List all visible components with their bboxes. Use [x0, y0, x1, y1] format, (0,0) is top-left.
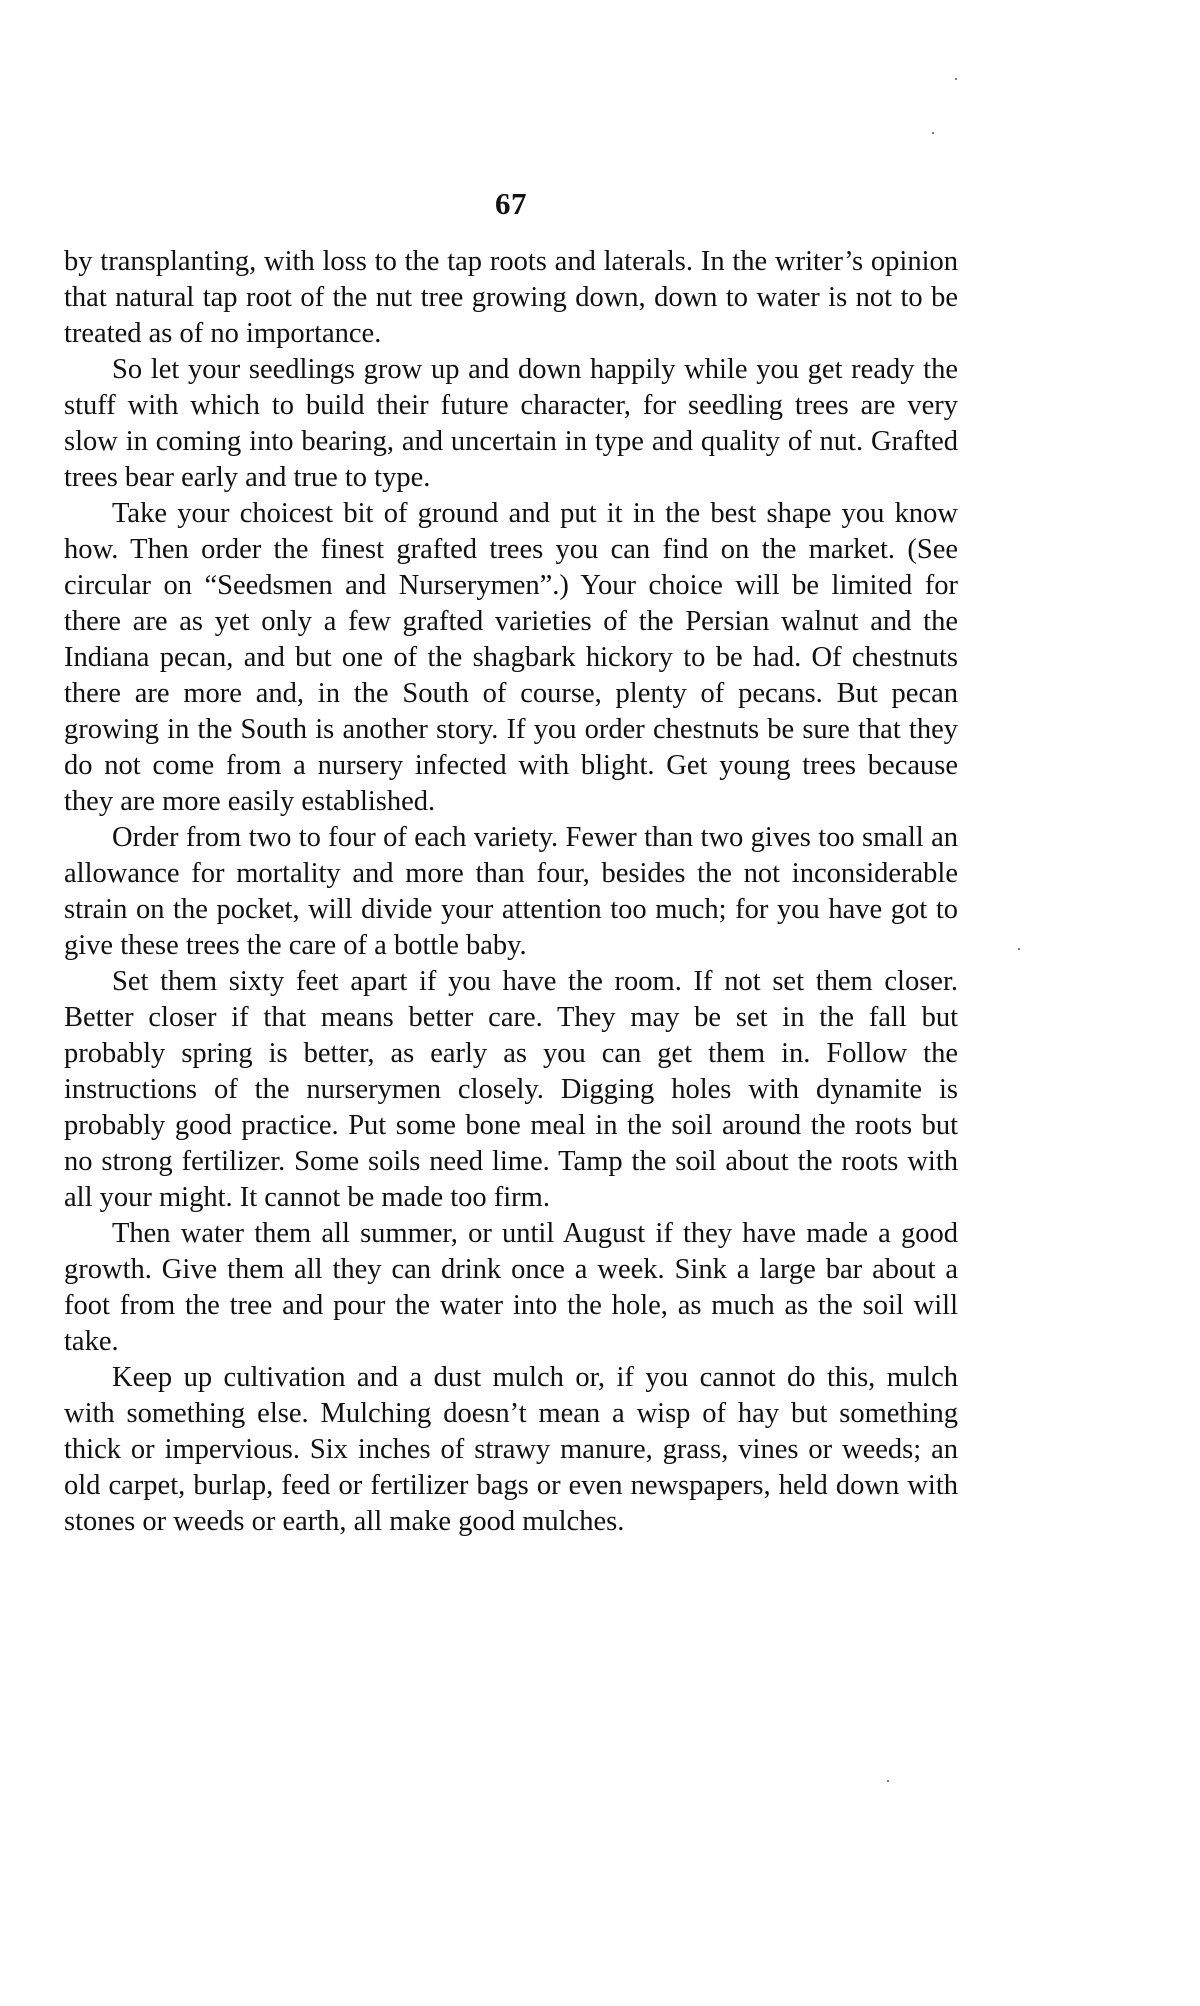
paragraph-grafted-trees: Take your choicest bit of ground and put it in the best shape you know how. Then order the finest grafted trees you can find on the market. (See circular on “Seedsmen and Nurserymen”.) Your choice will be limited for there are as yet only a few grafted varieties of the Persian walnut and the Indiana pecan, and but one of the shagbark hickory to be had. Of chestnuts there are more and, in the South of course, plenty of pecans. But pecan growing in the South is another story. If you order chestnuts be sure that they do not come from a nursery infected with blight. Get young trees because they are more easily established. — [64, 498, 958, 817]
paragraph-planting: Set them sixty feet apart if you have the room. If not set them closer. Better closer if that means better care. They may be set in the fall but probably spring is better, as early as you can get them in. Follow the instructions of the nurserymen closely. Digging holes with dynamite is probably good practice. Put some bone meal in the soil around the roots but no strong fertilizer. Some soils need lime. Tamp the soil about the roots with all your might. It cannot be made too firm. — [64, 966, 958, 1213]
paragraph-continuation: by transplanting, with loss to the tap roots and laterals. In the writer’s opinion that natural tap root of the nut tree growing down, down to water is not to be treated as of no importance. — [64, 246, 958, 349]
scan-speck — [887, 1780, 889, 1782]
scan-speck — [955, 78, 957, 80]
page-number: 67 — [495, 186, 527, 221]
paragraph-order-varieties: Order from two to four of each variety. Fewer than two gives too small an allowance for mortality and more than four, besides the not inconsiderable strain on the pocket, will divide your attention too much; for you have got to give these trees the care of a bottle baby. — [64, 822, 958, 961]
paragraph-seedlings: So let your seedlings grow up and down happily while you get ready the stuff with which to build their future character, for seedling trees are very slow in coming into bearing, and uncertain in type and quality of nut. Grafted trees bear early and true to type. — [64, 354, 958, 493]
scan-speck — [1018, 948, 1020, 950]
book-page — [64, 188, 958, 1540]
paragraph-watering: Then water them all summer, or until August if they have made a good growth. Give them all they can drink once a week. Sink a large bar about a foot from the tree and pour the water into the hole, as much as the soil will take. — [64, 1218, 958, 1357]
scan-speck — [932, 132, 934, 134]
paragraph-mulching: Keep up cultivation and a dust mulch or, if you cannot do this, mulch with something else. Mulching doesn’t mean a wisp of hay but something thick or impervious. Six inches of strawy manure, grass, vines or weeds; an old carpet, burlap, feed or fertilizer bags or even newspapers, held down with stones or weeds or earth, all make good mulches. — [64, 1362, 958, 1537]
